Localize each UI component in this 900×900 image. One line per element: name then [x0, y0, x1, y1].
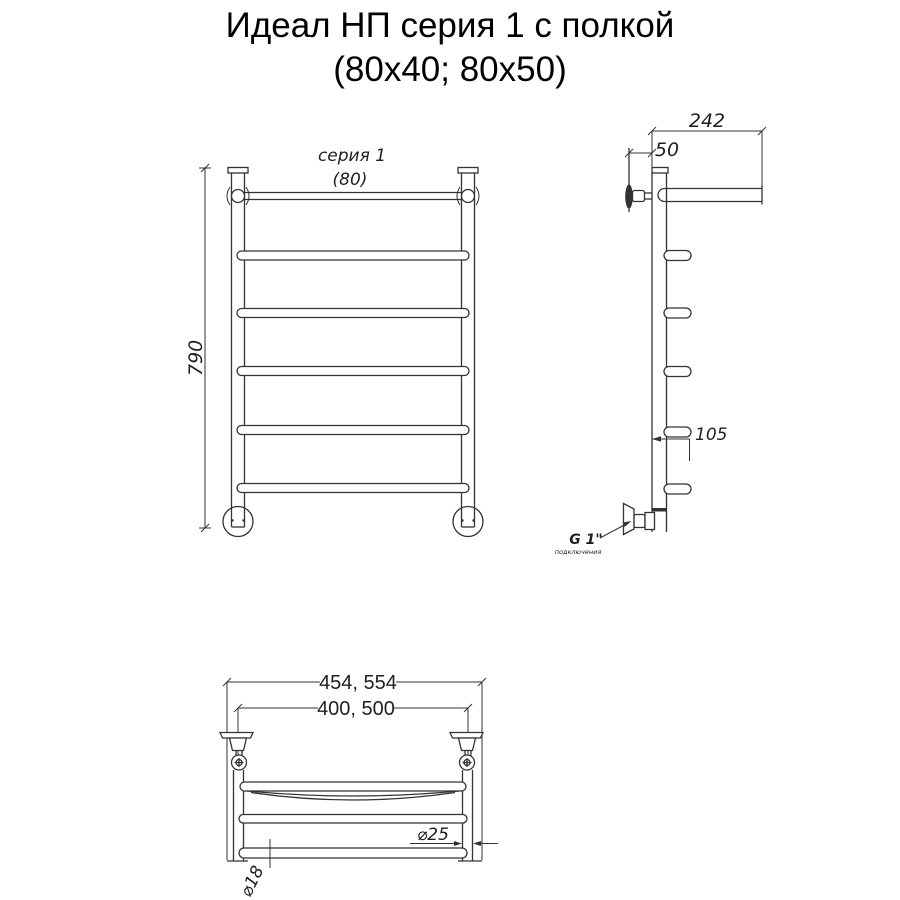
side-wall-offset-label: 50: [654, 139, 680, 161]
bottom-pipe-diameter-callout: [410, 825, 498, 846]
bottom-left-bracket: [220, 733, 253, 771]
bottom-bar-middle: [239, 815, 467, 824]
side-top-wall-plate: [625, 185, 633, 209]
front-left-rail-cap: [228, 168, 248, 174]
side-rail-cap: [652, 168, 668, 174]
bar-diameter-label: ⌀18: [236, 862, 269, 900]
side-bottom-connection: [624, 504, 667, 535]
side-bar-stubs: [664, 251, 691, 495]
front-height-dim-label: 790: [185, 339, 207, 376]
bottom-overall-width-label: 454, 554: [319, 672, 397, 694]
front-bottom-feet: [223, 507, 483, 537]
bottom-mount-spacing-label: 400, 500: [317, 698, 395, 720]
side-top-mount-stem: [633, 191, 645, 202]
bottom-bar-front: [239, 848, 467, 858]
connection-thread-label: G 1": [569, 532, 603, 548]
bottom-right-bracket: [450, 733, 483, 771]
connection-note-label: подключения: [554, 548, 602, 556]
front-towel-bars: [237, 251, 469, 493]
front-right-rail-cap: [458, 168, 478, 174]
front-series-label: серия 1: [317, 146, 387, 166]
bottom-shelf: [240, 782, 466, 800]
side-depth-dim-label: 242: [688, 110, 726, 132]
side-shelf: [658, 186, 762, 205]
drawing-title-line1: Идеал НП серия 1 с полкой: [225, 6, 675, 45]
side-view: [555, 110, 766, 556]
bottom-view: [220, 672, 498, 900]
front-width-label: (80): [332, 170, 368, 190]
drawing-title-line2: (80x40; 80x50): [333, 50, 567, 89]
side-connection-callout: [555, 521, 632, 556]
front-view: [185, 146, 483, 537]
front-height-dimension: [185, 164, 211, 532]
side-bar-offset-label: 105: [695, 425, 728, 445]
pipe-diameter-label: ⌀25: [417, 825, 449, 845]
bottom-mount-spacing-dimension: [234, 698, 472, 755]
